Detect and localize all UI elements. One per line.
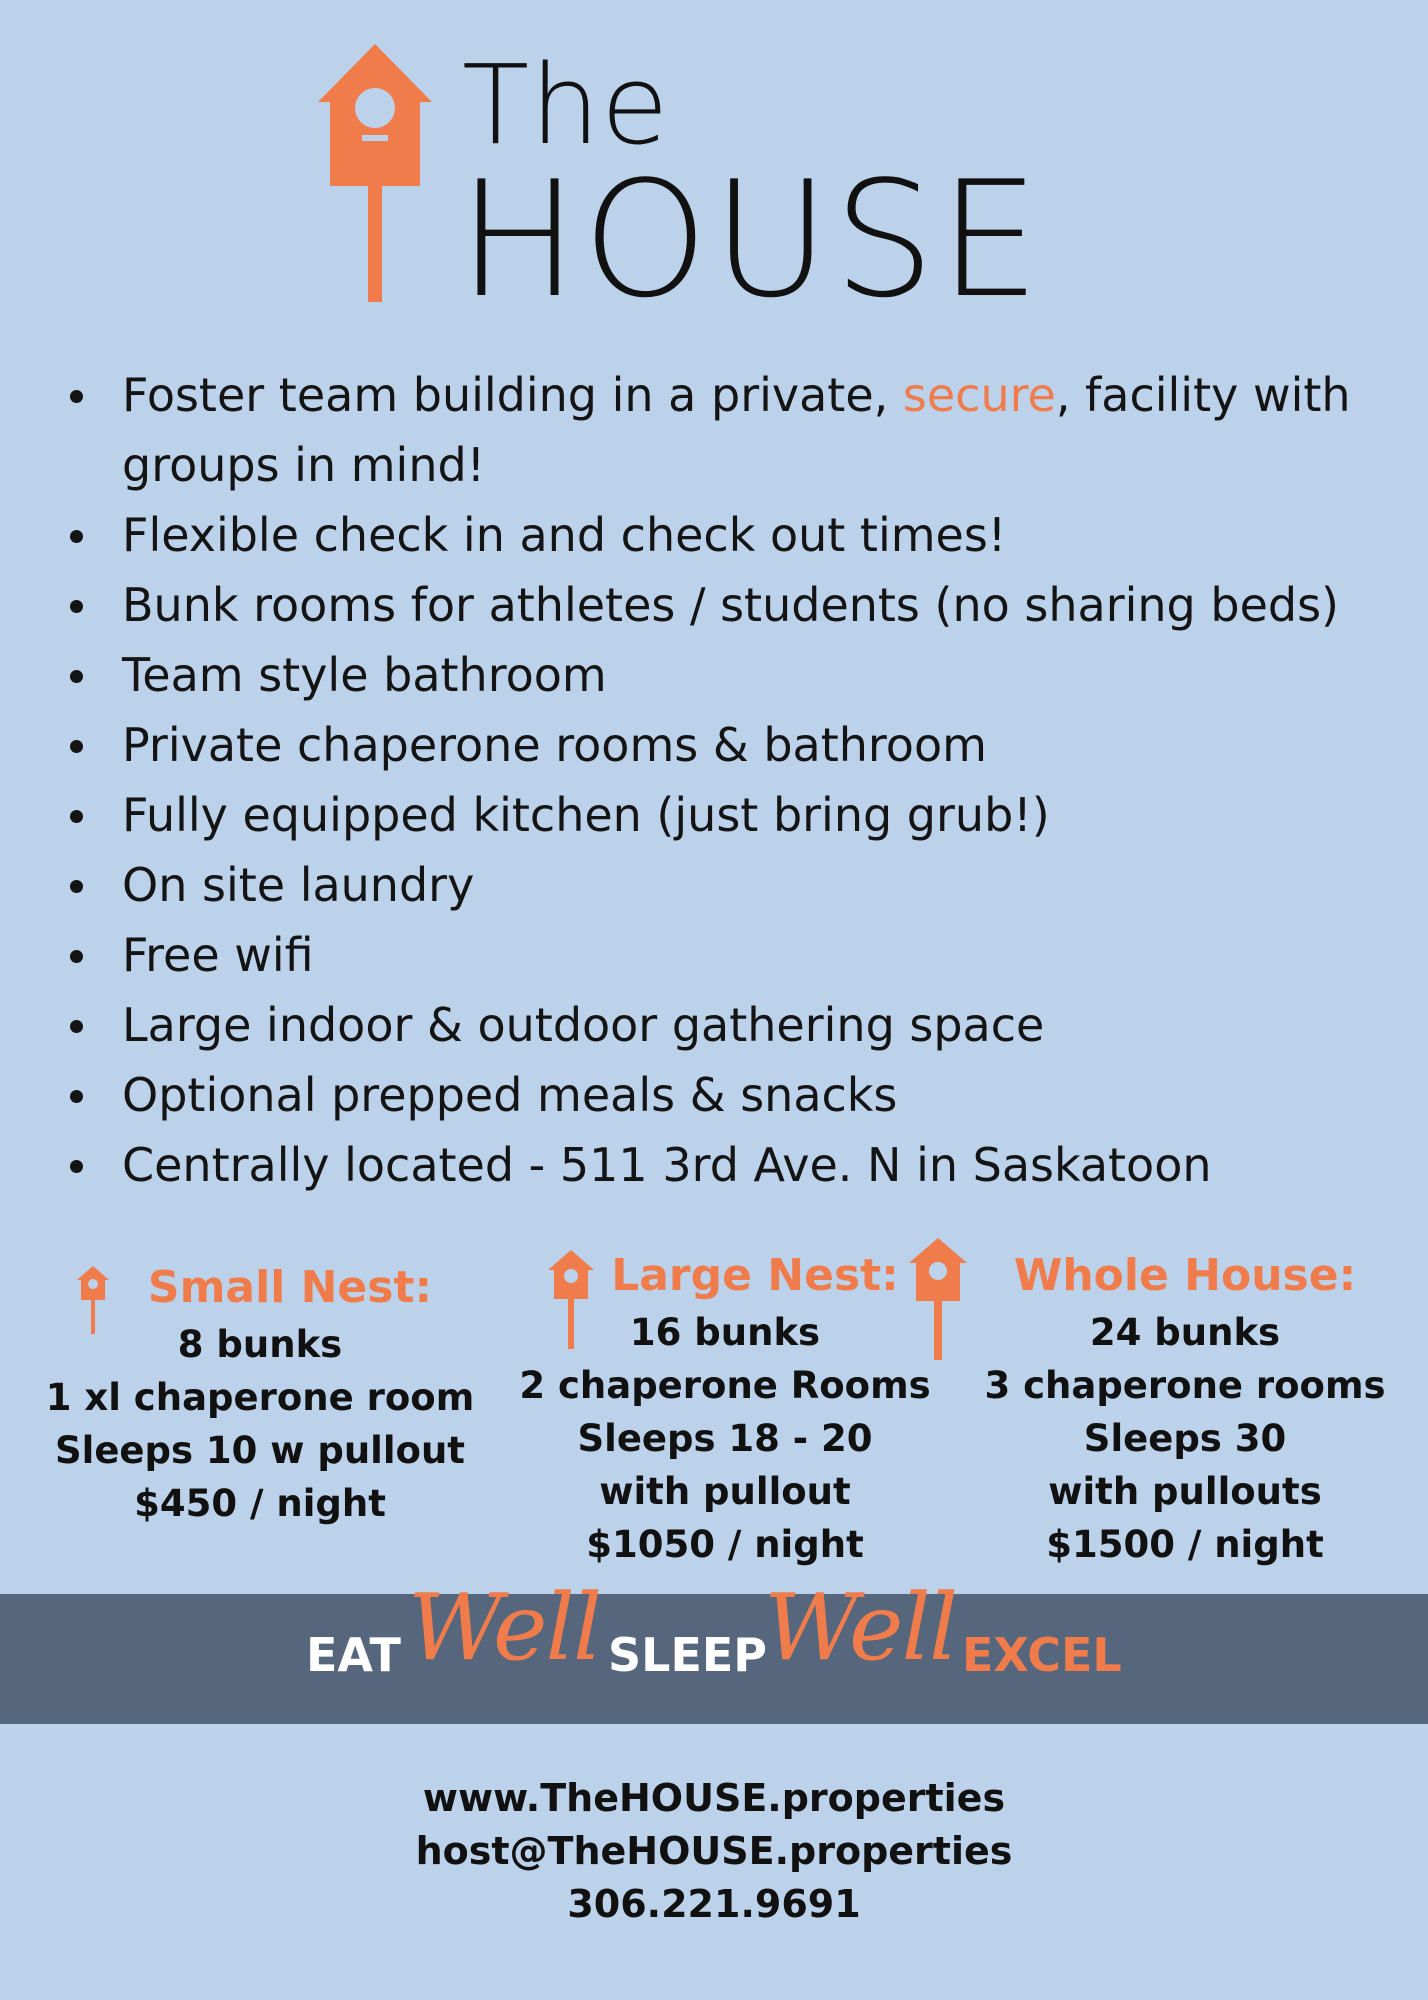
logo bbox=[310, 40, 1050, 333]
birdhouse-icon bbox=[310, 40, 440, 305]
highlight-secure: secure bbox=[902, 368, 1056, 422]
plan-whole-house bbox=[960, 1246, 1410, 1571]
feature-item: Large indoor & outdoor gathering space bbox=[60, 990, 1400, 1060]
brand-house: HOUSE bbox=[458, 146, 1045, 333]
brand-the: The bbox=[462, 41, 670, 169]
plan-title: Large Nest: bbox=[611, 1250, 899, 1301]
birdhouse-icon bbox=[908, 1238, 968, 1360]
phone-number[interactable]: 306.221.9691 bbox=[567, 1882, 861, 1926]
plan-detail: Sleeps 18 - 20 bbox=[577, 1417, 873, 1460]
feature-item: Bunk rooms for athletes / students (no sharing beds) bbox=[60, 570, 1400, 640]
plan-detail: 2 chaperone Rooms bbox=[519, 1364, 931, 1407]
plan-detail: $1500 / night bbox=[1046, 1523, 1324, 1566]
plan-detail: 16 bunks bbox=[629, 1311, 821, 1354]
plans-section bbox=[40, 1240, 1410, 1580]
feature-item: Private chaperone rooms & bathroom bbox=[60, 710, 1400, 780]
contact-block bbox=[0, 1772, 1428, 1931]
plan-detail: 1 xl chaperone room bbox=[45, 1376, 475, 1419]
feature-item: Free wifi bbox=[60, 920, 1400, 990]
plan-detail: Sleeps 30 bbox=[1083, 1417, 1287, 1460]
tagline-band bbox=[0, 1574, 1428, 1724]
plan-large-nest bbox=[505, 1246, 945, 1571]
plan-detail: $1050 / night bbox=[586, 1523, 864, 1566]
plan-title: Small Nest: bbox=[147, 1262, 433, 1313]
feature-item: Centrally located - 511 3rd Ave. N in Saskatoon bbox=[60, 1130, 1400, 1200]
feature-item: On site laundry bbox=[60, 850, 1400, 920]
email-link[interactable]: host@TheHOUSE.properties bbox=[415, 1829, 1013, 1873]
feature-item: Fully equipped kitchen (just bring grub!) bbox=[60, 780, 1400, 850]
plan-small-nest bbox=[40, 1258, 480, 1530]
website-link[interactable]: www.TheHOUSE.properties bbox=[422, 1776, 1006, 1820]
feature-list bbox=[60, 360, 1400, 1200]
plan-detail: 3 chaperone rooms bbox=[984, 1364, 1386, 1407]
feature-item: Flexible check in and check out times! bbox=[60, 500, 1400, 570]
plan-detail: with pullout bbox=[599, 1470, 851, 1513]
plan-detail: Sleeps 10 w pullout bbox=[55, 1429, 465, 1472]
tagline-well-script: Well bbox=[764, 1574, 957, 1681]
plan-detail: 8 bunks bbox=[177, 1323, 343, 1366]
tagline-excel: EXCEL bbox=[962, 1628, 1122, 1682]
plan-detail: 24 bunks bbox=[1089, 1311, 1281, 1354]
plan-detail: with pullouts bbox=[1048, 1470, 1322, 1513]
feature-item: Foster team building in a private, secure, facility with groups in mind! bbox=[60, 360, 1400, 500]
tagline-eat: EAT bbox=[306, 1628, 401, 1682]
plan-title: Whole House: bbox=[1013, 1250, 1357, 1301]
tagline-well-script: Well bbox=[408, 1574, 601, 1681]
tagline-sleep: SLEEP bbox=[608, 1628, 768, 1682]
plan-detail: $450 / night bbox=[134, 1482, 386, 1525]
feature-item: Team style bathroom bbox=[60, 640, 1400, 710]
feature-item: Optional prepped meals & snacks bbox=[60, 1060, 1400, 1130]
